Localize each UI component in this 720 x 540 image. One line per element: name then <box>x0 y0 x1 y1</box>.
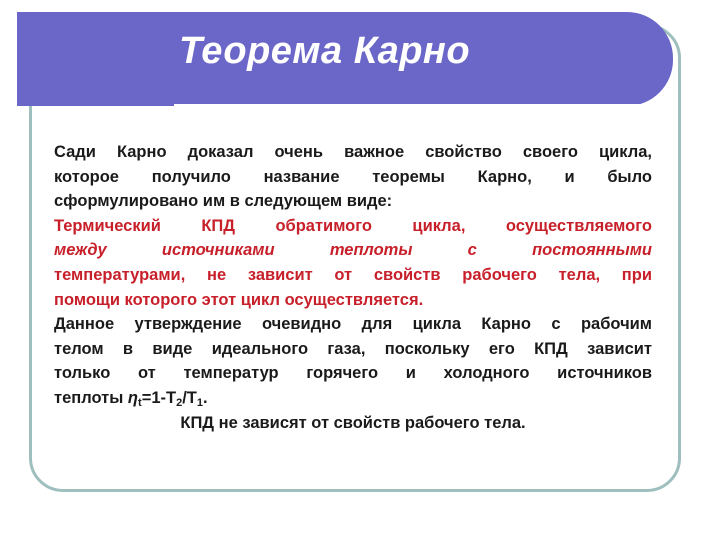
formula-eta: η <box>127 388 139 407</box>
title-underline <box>174 104 652 106</box>
formula-t1-sub: 1 <box>196 396 203 409</box>
formula-eq: =1-T <box>141 388 177 407</box>
efficiency-formula <box>54 386 652 411</box>
formula-prefix: теплоты <box>54 388 128 407</box>
formula-end: . <box>203 388 208 407</box>
slide-title: Теорема Карно <box>179 30 471 72</box>
explanation-line-3: только от температур горячего и холодного источников <box>54 364 652 383</box>
conclusion-line: КПД не зависят от свойств рабочего тела. <box>180 413 526 432</box>
formula-eta-sub: t <box>138 396 142 409</box>
formula-slash: /T <box>182 388 197 407</box>
intro-line-3: сформулировано им в следующем виде: <box>54 192 393 211</box>
theorem-line-1: Термический КПД обратимого цикла, осуществляемого <box>54 216 652 235</box>
explanation-line-2: телом в виде идеального газа, поскольку его КПД зависит <box>54 339 652 358</box>
intro-line-1: Сади Карно доказал очень важное свойство своего цикла, <box>54 143 652 161</box>
intro-line-2: которое получило название теоремы Карно, и было <box>54 167 652 186</box>
theorem-line-4: помощи которого этот цикл осуществляется. <box>54 290 424 309</box>
explanation-line-1: Данное утверждение очевидно для цикла Карно с рабочим <box>54 315 652 334</box>
theorem-line-2: между источниками теплоты с постоянными <box>54 241 652 260</box>
slide-body <box>54 140 652 435</box>
formula-t2-sub: 2 <box>176 396 183 409</box>
theorem-line-3: температурами, не зависит от свойств рабочего тела, при <box>54 265 652 284</box>
